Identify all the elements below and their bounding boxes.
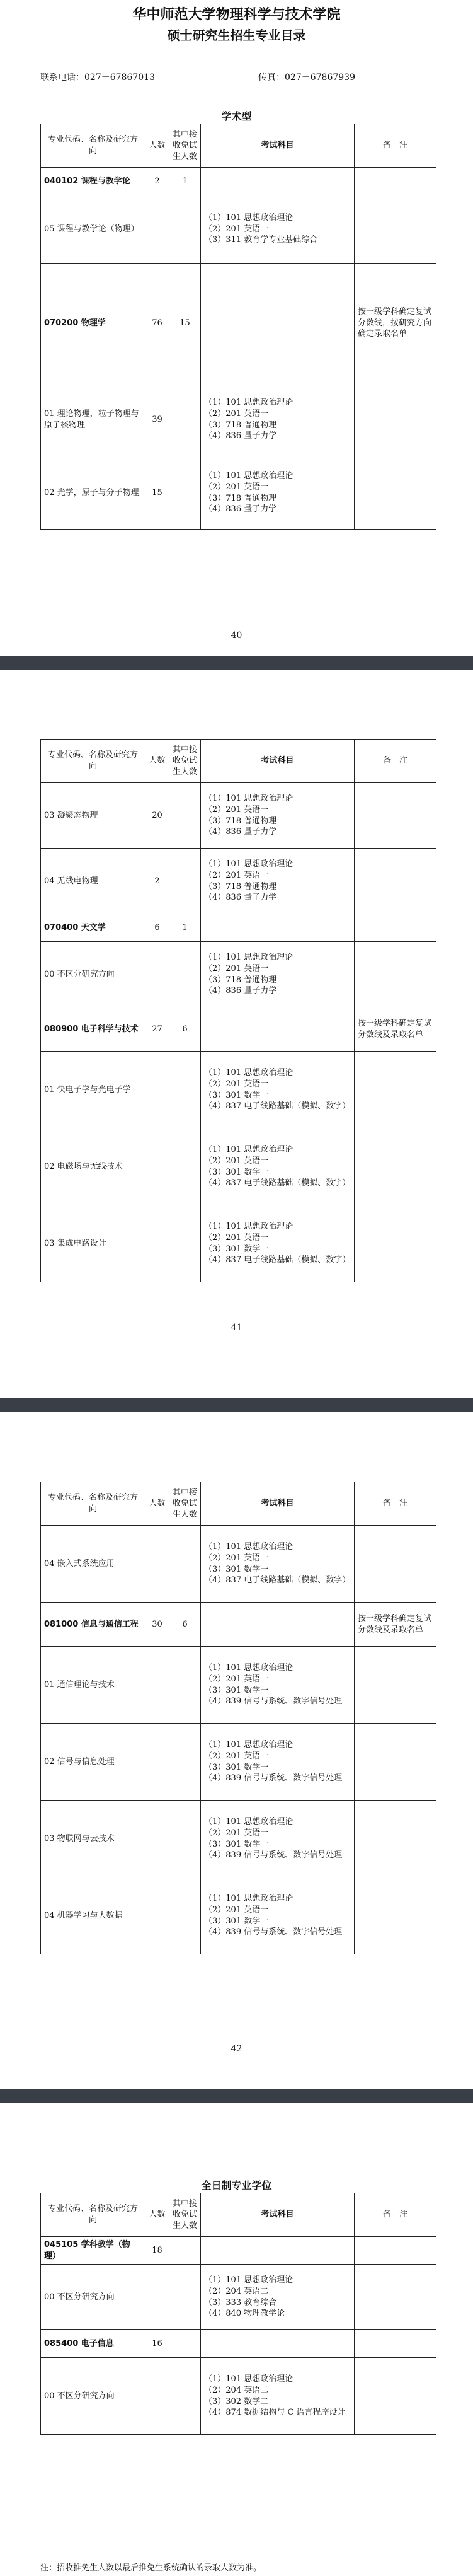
exam-subjects-cell [201,383,355,456]
exam-subject: （2）201 英语一 [204,482,269,492]
catalog-page-4 [0,2103,473,2576]
count-cell [145,1877,169,1954]
exam-subject: （1）101 思想政治理论 [204,1663,293,1673]
exam-subject: （2）201 英语一 [204,1674,269,1684]
catalog-table [40,1482,436,1954]
count-cell: 27 [145,1007,169,1052]
exempt-cell [169,456,201,530]
exam-subjects-cell [201,914,355,942]
exam-subject: （1）101 思想政治理论 [204,1542,293,1552]
exam-subject: （4）837 电子线路基础（模拟、数字） [204,1101,351,1111]
footnote: 注：招收推免生人数以最后推免生系统确认的录取人数为准。 [40,2563,262,2573]
major-cell: 01 理论物理，粒子物理与原子核物理 [41,383,145,456]
table-row [41,2358,436,2435]
exam-subject: （4）839 信号与系统、数字信号处理 [204,1773,343,1784]
col-header-note: 备 注 [355,1482,436,1526]
count-cell [145,1801,169,1877]
exam-subject: （3）718 普通物理 [204,816,277,826]
exam-subject: （3）311 教育学专业基础综合 [204,235,318,245]
table-row [41,783,436,849]
exempt-cell: 1 [169,914,201,942]
table-row [41,264,436,383]
exam-subjects-cell [201,2265,355,2330]
exam-subject: （2）201 英语一 [204,1233,269,1243]
exam-subject: （2）201 英语一 [204,1828,269,1838]
note-cell [355,1724,436,1801]
col-header-count: 人数 [145,124,169,168]
exempt-cell [169,942,201,1007]
note-cell [355,2330,436,2358]
count-cell: 39 [145,383,169,456]
exempt-cell [169,2330,201,2358]
major-cell: 070200 物理学 [41,264,145,383]
exempt-cell [169,1128,201,1205]
note-cell [355,2237,436,2265]
exempt-cell: 6 [169,1007,201,1052]
exempt-cell [169,849,201,914]
page-number: 41 [231,1323,242,1333]
table-row [41,1007,436,1052]
exam-subjects-cell [201,1877,355,1954]
exam-subjects-cell [201,456,355,530]
note-cell [355,383,436,456]
catalog-page-3 [0,1412,473,2087]
exam-subject: （2）204 英语二 [204,2385,269,2395]
exam-subject: （1）101 思想政治理论 [204,2275,293,2285]
exam-subject: （4）839 信号与系统、数字信号处理 [204,1927,343,1937]
table-row [41,1724,436,1801]
exam-subject: （3）301 数学一 [204,1839,269,1849]
count-cell: 18 [145,2237,169,2265]
note-cell [355,168,436,195]
note-cell [355,456,436,530]
exam-subject: （1）101 思想政治理论 [204,794,293,804]
note-cell: 按一级学科确定复试分数线，按研究方向确定录取名单 [355,264,436,383]
exam-subjects-cell [201,2237,355,2265]
exam-subject: （1）101 思想政治理论 [204,953,293,963]
major-cell: 02 电磁场与无线技术 [41,1128,145,1205]
exempt-cell [169,2237,201,2265]
table-row [41,456,436,530]
exam-subjects-cell [201,195,355,264]
table-header-row [41,2193,436,2237]
note-cell: 按一级学科确定复试分数线及录取名单 [355,1603,436,1647]
exempt-cell [169,783,201,849]
page-number: 42 [231,2044,242,2054]
count-cell [145,1052,169,1128]
col-header-count: 人数 [145,1482,169,1526]
exam-subject: （1）101 思想政治理论 [204,1145,293,1155]
major-cell: 040102 课程与教学论 [41,168,145,195]
major-cell: 05 课程与教学论（物理） [41,195,145,264]
exam-subject: （2）201 英语一 [204,224,269,234]
col-header-count: 人数 [145,2193,169,2237]
table-row [41,1877,436,1954]
note-cell [355,1877,436,1954]
count-cell: 2 [145,849,169,914]
exam-subject: （3）301 数学一 [204,1685,269,1695]
count-cell [145,2358,169,2435]
page-separator [0,1398,473,1412]
major-cell: 02 光学，原子与分子物理 [41,456,145,530]
table-row [41,1052,436,1128]
note-cell [355,1801,436,1877]
col-header-exempt: 其中接收免试生人数 [169,1482,201,1526]
col-header-note: 备 注 [355,2193,436,2237]
exempt-cell: 1 [169,168,201,195]
count-cell: 16 [145,2330,169,2358]
exam-subject: （3）301 数学一 [204,1916,269,1926]
table-row [41,942,436,1007]
exam-subjects-cell [201,849,355,914]
exempt-cell [169,2265,201,2330]
table-row [41,1801,436,1877]
exempt-cell: 6 [169,1603,201,1647]
col-header-exempt: 其中接收免试生人数 [169,2193,201,2237]
col-header-exam: 考试科目 [201,740,355,783]
exempt-cell [169,1877,201,1954]
major-cell: 01 通信理论与技术 [41,1647,145,1724]
exempt-cell: 15 [169,264,201,383]
exam-subject: （1）101 思想政治理论 [204,1068,293,1078]
table-row [41,849,436,914]
count-cell [145,2265,169,2330]
major-cell: 070400 天文学 [41,914,145,942]
major-cell: 01 快电子学与光电子学 [41,1052,145,1128]
exam-subject: （3）718 普通物理 [204,881,277,891]
exam-subject: （4）836 量子力学 [204,827,277,837]
exam-subject: （2）201 英语一 [204,1905,269,1915]
table-header-row [41,124,436,168]
col-header-major: 专业代码、名称及研究方向 [41,1482,145,1526]
exam-subjects-cell [201,168,355,195]
count-cell: 2 [145,168,169,195]
exam-subject: （2）204 英语二 [204,2286,269,2296]
exam-subjects-cell [201,2330,355,2358]
col-header-major: 专业代码、名称及研究方向 [41,124,145,168]
catalog-page-1 [0,0,473,649]
col-header-note: 备 注 [355,124,436,168]
exempt-cell [169,195,201,264]
major-cell: 080900 电子科学与技术 [41,1007,145,1052]
exempt-cell [169,2358,201,2435]
page-number: 40 [231,630,242,641]
count-cell [145,1526,169,1603]
col-header-major: 专业代码、名称及研究方向 [41,740,145,783]
col-header-count: 人数 [145,740,169,783]
major-cell: 03 集成电路设计 [41,1205,145,1282]
exam-subject: （2）201 英语一 [204,1156,269,1166]
major-cell: 04 无线电物理 [41,849,145,914]
table-row [41,1526,436,1603]
exam-subjects-cell [201,783,355,849]
contact-fax: 传真：027－67867939 [258,73,355,83]
major-cell: 085400 电子信息 [41,2330,145,2358]
exam-subject: （1）101 思想政治理论 [204,213,293,223]
note-cell [355,1205,436,1282]
col-header-exempt: 其中接收免试生人数 [169,740,201,783]
exam-subjects-cell [201,1724,355,1801]
exam-subject: （2）201 英语一 [204,409,269,419]
table-row [41,168,436,195]
section-title-academic: 学术型 [221,110,252,122]
count-cell: 30 [145,1603,169,1647]
exam-subject: （2）201 英语一 [204,1553,269,1563]
exempt-cell [169,1052,201,1128]
exam-subjects-cell [201,1128,355,1205]
major-cell: 02 信号与信息处理 [41,1724,145,1801]
exam-subject: （4）839 信号与系统、数字信号处理 [204,1850,343,1860]
exam-subject: （2）201 英语一 [204,1751,269,1761]
exam-subject: （1）101 思想政治理论 [204,1817,293,1827]
note-cell: 按一级学科确定复试分数线及录取名单 [355,1007,436,1052]
col-header-exam: 考试科目 [201,2193,355,2237]
note-cell [355,2358,436,2435]
count-cell [145,1724,169,1801]
table-row [41,2330,436,2358]
major-cell: 04 机器学习与大数据 [41,1877,145,1954]
exam-subject: （1）101 思想政治理论 [204,1740,293,1750]
note-cell [355,942,436,1007]
exempt-cell [169,1647,201,1724]
exam-subject: （3）718 普通物理 [204,420,277,430]
exempt-cell [169,1205,201,1282]
contact-phone: 联系电话：027－67867013 [40,73,155,83]
exam-subject: （2）201 英语一 [204,870,269,880]
exam-subject: （3）301 数学一 [204,1090,269,1100]
note-cell [355,783,436,849]
table-row [41,1128,436,1205]
exempt-cell [169,1801,201,1877]
exam-subject: （4）836 量子力学 [204,431,277,441]
table-header-row [41,740,436,783]
page-separator [0,656,473,670]
exam-subjects-cell [201,2358,355,2435]
catalog-page-2 [0,670,473,1395]
count-cell [145,1205,169,1282]
exempt-cell [169,1526,201,1603]
exam-subject: （4）840 物理教学论 [204,2309,285,2319]
table-row [41,2265,436,2330]
exam-subject: （3）302 数学二 [204,2396,269,2406]
note-cell [355,1647,436,1724]
note-cell [355,1128,436,1205]
catalog-table [40,2193,436,2435]
note-cell [355,914,436,942]
note-cell [355,1526,436,1603]
col-header-note: 备 注 [355,740,436,783]
exam-subject: （1）101 思想政治理论 [204,1222,293,1232]
count-cell [145,1647,169,1724]
exam-subject: （4）839 信号与系统、数字信号处理 [204,1697,343,1707]
exam-subject: （1）101 思想政治理论 [204,398,293,408]
exam-subject: （3）718 普通物理 [204,493,277,503]
table-row [41,383,436,456]
table-row [41,914,436,942]
major-cell: 03 物联网与云技术 [41,1801,145,1877]
count-cell [145,1128,169,1205]
table-row [41,2237,436,2265]
exam-subject: （2）201 英语一 [204,1079,269,1089]
exam-subjects-cell [201,1801,355,1877]
major-cell: 045105 学科教学（物理） [41,2237,145,2265]
col-header-exam: 考试科目 [201,1482,355,1526]
count-cell [145,195,169,264]
page-separator [0,2089,473,2103]
exam-subject: （4）837 电子线路基础（模拟、数字） [204,1255,351,1265]
exam-subject: （4）837 电子线路基础（模拟、数字） [204,1575,351,1586]
count-cell: 15 [145,456,169,530]
note-cell [355,195,436,264]
major-cell: 00 不区分研究方向 [41,2358,145,2435]
col-header-exempt: 其中接收免试生人数 [169,124,201,168]
exam-subject: （4）836 量子力学 [204,986,277,996]
exam-subject: （3）301 数学一 [204,1762,269,1772]
count-cell: 20 [145,783,169,849]
exam-subject: （1）101 思想政治理论 [204,471,293,481]
exam-subjects-cell [201,1052,355,1128]
table-row [41,195,436,264]
table-row [41,1205,436,1282]
exam-subjects-cell [201,1526,355,1603]
major-cell: 081000 信息与通信工程 [41,1603,145,1647]
col-header-exam: 考试科目 [201,124,355,168]
exempt-cell [169,1724,201,1801]
count-cell [145,942,169,1007]
major-cell: 04 嵌入式系统应用 [41,1526,145,1603]
exam-subject: （2）201 英语一 [204,963,269,973]
table-row [41,1647,436,1724]
note-cell [355,2265,436,2330]
note-cell [355,1052,436,1128]
major-cell: 03 凝聚态物理 [41,783,145,849]
page-subtitle: 硕士研究生招生专业目录 [167,28,306,43]
page-title: 华中师范大学物理科学与技术学院 [132,7,341,23]
exam-subject: （4）836 量子力学 [204,893,277,903]
exam-subjects-cell [201,1205,355,1282]
major-cell: 00 不区分研究方向 [41,2265,145,2330]
exam-subject: （4）837 电子线路基础（模拟、数字） [204,1178,351,1188]
exam-subjects-cell [201,942,355,1007]
exam-subjects-cell [201,1603,355,1647]
catalog-table [40,124,436,530]
count-cell: 6 [145,914,169,942]
table-header-row [41,1482,436,1526]
exam-subject: （4）874 数据结构与 C 语言程序设计 [204,2408,346,2418]
exam-subject: （3）718 普通物理 [204,975,277,985]
exam-subjects-cell [201,264,355,383]
exam-subjects-cell [201,1647,355,1724]
col-header-major: 专业代码、名称及研究方向 [41,2193,145,2237]
exempt-cell [169,383,201,456]
exam-subject: （4）836 量子力学 [204,504,277,514]
exam-subject: （3）301 数学一 [204,1167,269,1177]
section-title-professional: 全日制专业学位 [201,2179,272,2191]
exam-subject: （1）101 思想政治理论 [204,859,293,869]
exam-subject: （1）101 思想政治理论 [204,1894,293,1904]
table-row [41,1603,436,1647]
catalog-table [40,739,436,1282]
exam-subject: （3）301 数学一 [204,1244,269,1254]
note-cell [355,849,436,914]
exam-subjects-cell [201,1007,355,1052]
major-cell: 00 不区分研究方向 [41,942,145,1007]
exam-subject: （3）301 数学一 [204,1564,269,1574]
exam-subject: （1）101 思想政治理论 [204,2374,293,2384]
exam-subject: （2）201 英语一 [204,804,269,815]
count-cell: 76 [145,264,169,383]
exam-subject: （3）333 教育综合 [204,2297,277,2307]
